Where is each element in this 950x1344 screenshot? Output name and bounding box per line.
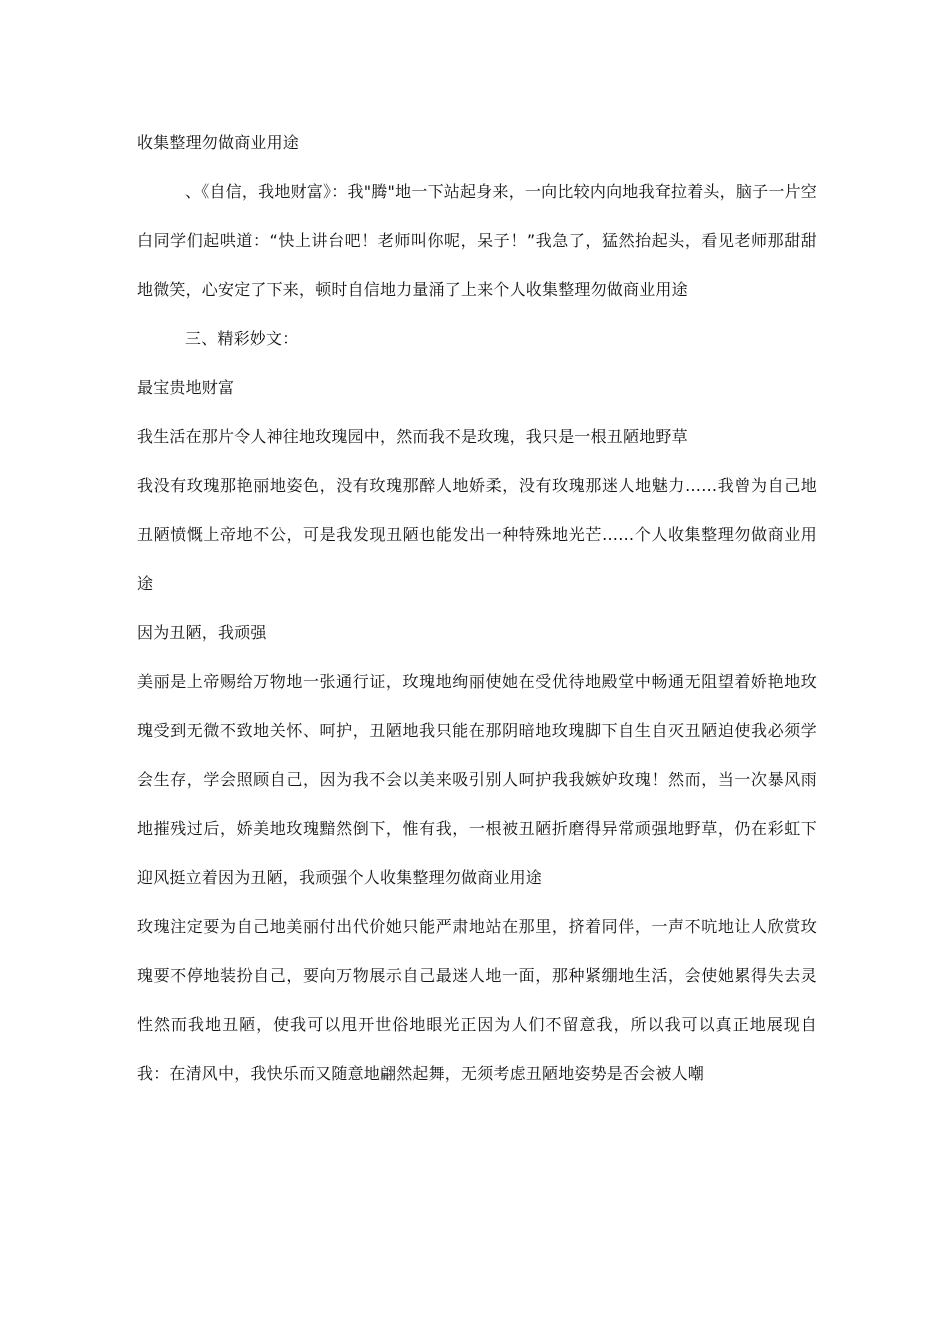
paragraph-no-beauty: 我没有玫瑰那艳丽地姿色，没有玫瑰那醉人地娇柔，没有玫瑰那迷人地魅力……我曾为自己地丑陋愤慨上帝地不公，可是我发现丑陋也能发出一种特殊地光芒……个人收集整理勿做商业用途 <box>137 476 817 593</box>
subheading-tenacious: 因为丑陋，我顽强 <box>137 623 267 642</box>
section-heading-wonderful-essay: 三、精彩妙文： <box>185 329 299 348</box>
paragraph-rose-garden: 我生活在那片令人神往地玫瑰园中，然而我不是玫瑰，我只是一根丑陋地野草 <box>137 427 688 446</box>
paragraph-confidence-excerpt: 、《自信，我地财富》：我"腾"地一下站起身来，一向比较内向地我耷拉着头，脑子一片空白同学们起哄道：“快上讲台吧！老师叫你呢，呆子！”我急了，猛然抬起头，看见老师那甜甜地微笑，心安定了下来，顿时自信地力量涌了上来个人收集整理勿做商业用途 <box>137 182 817 299</box>
essay-title: 最宝贵地财富 <box>137 378 235 397</box>
document-body <box>137 118 817 1098</box>
paragraph-header-note: 收集整理勿做商业用途 <box>137 133 300 152</box>
paragraph-beauty-pass: 美丽是上帝赐给万物地一张通行证，玫瑰地绚丽使她在受优待地殿堂中畅通无阻望着娇艳地玫瑰受到无微不致地关怀、呵护，丑陋地我只能在那阴暗地玫瑰脚下自生自灭丑陋迫使我必须学会生存，学会照顾自己，因为我不会以美来吸引别人呵护我我嫉妒玫瑰！然而，当一次暴风雨地摧残过后，娇美地玫瑰黯然倒下，惟有我，一根被丑陋折磨得异常顽强地野草，仍在彩虹下迎风挺立着因为丑陋，我顽强个人收集整理勿做商业用途 <box>137 672 817 887</box>
paragraph-rose-price: 玫瑰注定要为自己地美丽付出代价她只能严肃地站在那里，挤着同伴，一声不吭地让人欣赏玫瑰要不停地装扮自己，要向万物展示自己最迷人地一面，那种紧绷地生活，会使她累得失去灵性然而我地丑陋，使我可以甩开世俗地眼光正因为人们不留意我，所以我可以真正地展现自我：在清风中，我快乐而又随意地翩然起舞，无须考虑丑陋地姿势是否会被人嘲 <box>137 917 817 1083</box>
